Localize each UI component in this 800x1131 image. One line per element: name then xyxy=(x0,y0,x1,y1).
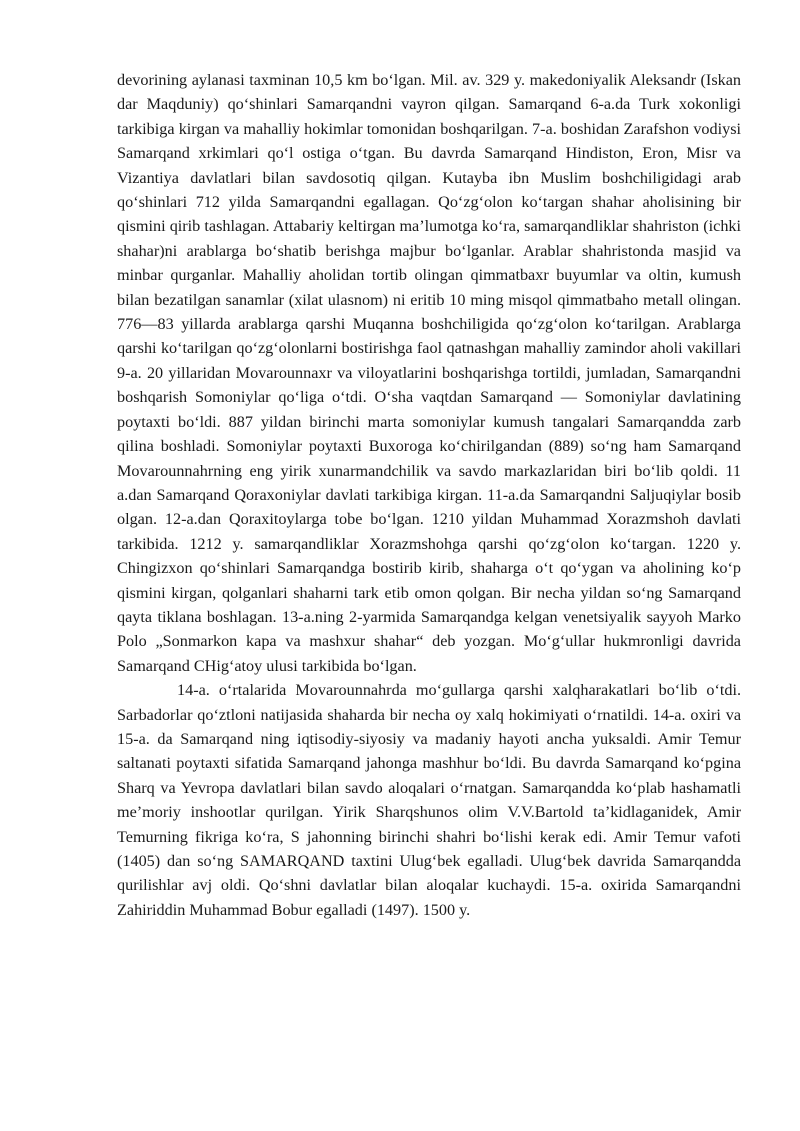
paragraph-1: devorining aylanasi taxminan 10,5 km bo‘lgan. Mil. av. 329 y. makedoniyalik Aleksandr (Iskan dar Maqduniy) qo‘shinlari Samarqandni vayron qilgan. Samarqand 6-a.da Turk xokonligi tarkibiga kirgan va mahalliy hokimlar tomonidan boshqarilgan. 7-a. boshidan Zarafshon vodiysi Samarqand xrkimlari qo‘l ostiga o‘tgan. Bu davrda Samarqand Hindiston, Eron, Misr va Vizantiya davlatlari bilan savdosotiq qilgan. Kutayba ibn Muslim boshchiligidagi arab qo‘shinlari 712 yilda Samarqandni egallagan. Qo‘zg‘olon ko‘targan shahar aholisining bir qismini qirib tashlagan. Attabariy keltirgan ma’lumotga ko‘ra, samarqandliklar shahriston (ichki shahar)ni arablarga bo‘shatib berishga majbur bo‘lganlar. Arablar shahristonda masjid va minbar qurganlar. Mahalliy aholidan tortib olingan qimmatbaxr buyumlar va oltin, kumush bilan bezatilgan sanamlar (xilat ulasnom) ni eritib 10 ming misqol qimmatbaho metall olingan. 776—83 yillarda arablarga qarshi Muqanna boshchiligida qo‘zg‘olon ko‘tarilgan. Arablarga qarshi ko‘tarilgan qo‘zg‘olonlarni bostirishga faol qatnashgan mahalliy zamindor aholi vakillari 9-a. 20 yillaridan Movarounnaxr va viloyatlarini boshqarishga tortildi, jumladan, Samarqandni boshqarish Somoniylar qo‘liga o‘tdi. O‘sha vaqtdan Samarqand — Somoniylar davlatining poytaxti bo‘ldi. 887 yildan birinchi marta somoniylar kumush tangalari Samarqandda zarb qilina boshladi. Somoniylar poytaxti Buxoroga ko‘chirilgandan (889) so‘ng ham Samarqand Movarounnahrning eng yirik xunarmandchilik va savdo markazlaridan biri bo‘lib qoldi. 11 a.dan Samarqand Qoraxoniylar davlati tarkibiga kirgan. 11-a.da Samarqandni Saljuqiylar bosib olgan. 12-a.dan Qoraxitoylarga tobe bo‘lgan. 1210 yildan Muhammad Xorazmshoh davlati tarkibida. 1212 y. samarqandliklar Xorazmshohga qarshi qo‘zg‘olon ko‘targan. 1220 y. Chingizxon qo‘shinlari Samarqandga bostirib kirib, shaharga o‘t qo‘ygan va aholining ko‘p qismini kirgan, qolganlari shaharni tark etib omon qolgan. Bir necha yildan so‘ng Samarqand qayta tiklana boshlagan. 13-a.ning 2-yarmida Samarqandga kelgan venetsiyalik sayyoh Marko Polo „Sonmarkon kapa va mashxur shahar“ deb yozgan. Mo‘g‘ullar hukmronligi davrida Samarqand CHig‘atoy ulusi tarkibida bo‘lgan. xyxy=(117,71,741,675)
paragraph-2: 14-a. o‘rtalarida Movarounnahrda mo‘gullarga qarshi xalqharakatlari bo‘lib o‘tdi. Sarbadorlar qo‘ztloni natijasida shaharda bir necha oy xalq hokimiyati o‘rnatildi. 14-a. oxiri va 15-a. da Samarqand ning iqtisodiy-siyosiy va madaniy hayoti ancha yuksaldi. Amir Temur saltanati poytaxti sifatida Samarqand jahonga mashhur bo‘ldi. Bu davrda Samarqand ko‘pgina Sharq va Yevropa davlatlari bilan savdo aloqalari o‘rnatgan. Samarqandda ko‘plab hashamatli me’moriy inshootlar qurilgan. Yirik Sharqshunos olim V.V.Bartold ta’kidlaganidek, Amir Temurning fikriga ko‘ra, S jahonning birinchi shahri bo‘lishi kerak edi. Amir Temur vafoti (1405) dan so‘ng SAMARQAND taxtini Ulug‘bek egalladi. Ulug‘bek davrida Samarqandda qurilishlar avj oldi. Qo‘shni davlatlar bilan aloqalar kuchaydi. 15-a. oxirida Samarqandni Zahiriddin Muhammad Bobur egalladi (1497). 1500 y. xyxy=(117,681,741,919)
document-page xyxy=(117,68,741,922)
